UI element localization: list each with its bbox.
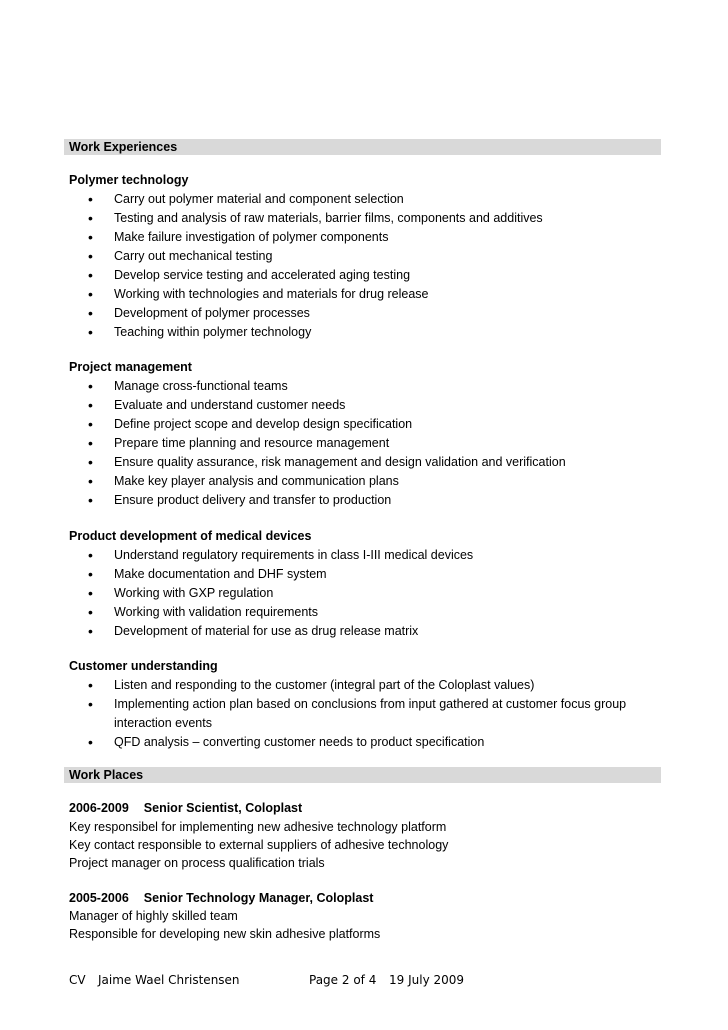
bullet-icon: •: [88, 210, 93, 226]
bullet-icon: •: [88, 696, 93, 712]
group-title-project-management: Project management: [69, 360, 192, 374]
list-item: • Evaluate and understand customer needs: [88, 397, 346, 413]
job-line: Key contact responsible to external suppliers of adhesive technology: [69, 838, 449, 852]
bullet-list-product-development: [69, 546, 659, 641]
bullet-icon: •: [88, 191, 93, 207]
bullet-icon: •: [88, 248, 93, 264]
bullet-icon: •: [88, 734, 93, 750]
job-heading: [69, 889, 373, 907]
list-item: • Define project scope and develop design specification: [88, 416, 413, 432]
bullet-icon: •: [88, 492, 93, 508]
list-item: • Testing and analysis of raw materials, barrier films, components and additives: [88, 210, 543, 226]
list-item: • Implementing action plan based on conclusions from input gathered at customer focus group interaction events: [88, 696, 627, 730]
section-header-work-experiences: Work Experiences: [64, 139, 661, 155]
job-line: Manager of highly skilled team: [69, 909, 238, 923]
list-item: • Teaching within polymer technology: [88, 324, 312, 340]
footer-cv: CV: [69, 973, 86, 987]
bullet-icon: •: [88, 623, 93, 639]
list-item: • Development of polymer processes: [88, 305, 310, 321]
bullet-icon: •: [88, 677, 93, 693]
job-line: Key responsibel for implementing new adhesive technology platform: [69, 820, 447, 834]
list-item: • Working with technologies and materials for drug release: [88, 286, 429, 302]
job-line: Responsible for developing new skin adhesive platforms: [69, 927, 381, 941]
list-item: • Understand regulatory requirements in class I-III medical devices: [88, 547, 474, 563]
bullet-list-project-management: [69, 377, 659, 510]
job-years: 2005-2006: [69, 891, 129, 905]
list-item: • Make key player analysis and communication plans: [88, 473, 399, 489]
footer-date: 19 July 2009: [389, 973, 465, 987]
list-item: • Ensure quality assurance, risk management and design validation and verification: [88, 454, 566, 470]
bullet-list-customer-understanding: [69, 676, 659, 752]
list-item: • Make failure investigation of polymer components: [88, 229, 389, 245]
list-item: • Develop service testing and accelerated aging testing: [88, 267, 411, 283]
bullet-icon: •: [88, 547, 93, 563]
bullet-list-polymer-technology: [69, 190, 659, 342]
footer-name: Jaime Wael Christensen: [98, 973, 240, 987]
bullet-icon: •: [88, 324, 93, 340]
job-heading: [69, 799, 302, 817]
bullet-icon: •: [88, 416, 93, 432]
section-header-work-places: Work Places: [64, 767, 661, 783]
group-title-polymer-technology: Polymer technology: [69, 173, 189, 187]
bullet-icon: •: [88, 267, 93, 283]
bullet-icon: •: [88, 305, 93, 321]
list-item: • Listen and responding to the customer (integral part of the Coloplast values): [88, 677, 535, 693]
bullet-icon: •: [88, 286, 93, 302]
list-item: • Make documentation and DHF system: [88, 566, 327, 582]
bullet-icon: •: [88, 229, 93, 245]
bullet-icon: •: [88, 397, 93, 413]
list-item: • Working with GXP regulation: [88, 585, 274, 601]
list-item: • Working with validation requirements: [88, 604, 319, 620]
list-item: • Carry out mechanical testing: [88, 248, 273, 264]
bullet-icon: •: [88, 585, 93, 601]
group-title-customer-understanding: Customer understanding: [69, 659, 218, 673]
bullet-icon: •: [88, 435, 93, 451]
job-title: Senior Technology Manager, Coloplast: [143, 891, 374, 905]
list-item: • Carry out polymer material and component selection: [88, 191, 404, 207]
group-title-product-development: Product development of medical devices: [69, 529, 312, 543]
bullet-icon: •: [88, 454, 93, 470]
job-title: Senior Scientist, Coloplast: [143, 801, 303, 815]
job-years: 2006-2009: [69, 801, 129, 815]
list-item: • Manage cross-functional teams: [88, 378, 288, 394]
bullet-icon: •: [88, 378, 93, 394]
list-item: • QFD analysis – converting customer needs to product specification: [88, 734, 485, 750]
footer-page-number: Page 2 of 4: [309, 973, 377, 987]
list-item: • Prepare time planning and resource management: [88, 435, 390, 451]
job-line: Project manager on process qualification trials: [69, 856, 325, 870]
bullet-icon: •: [88, 604, 93, 620]
list-item: • Development of material for use as drug release matrix: [88, 623, 419, 639]
bullet-icon: •: [88, 473, 93, 489]
bullet-icon: •: [88, 566, 93, 582]
list-item: • Ensure product delivery and transfer to production: [88, 492, 392, 508]
